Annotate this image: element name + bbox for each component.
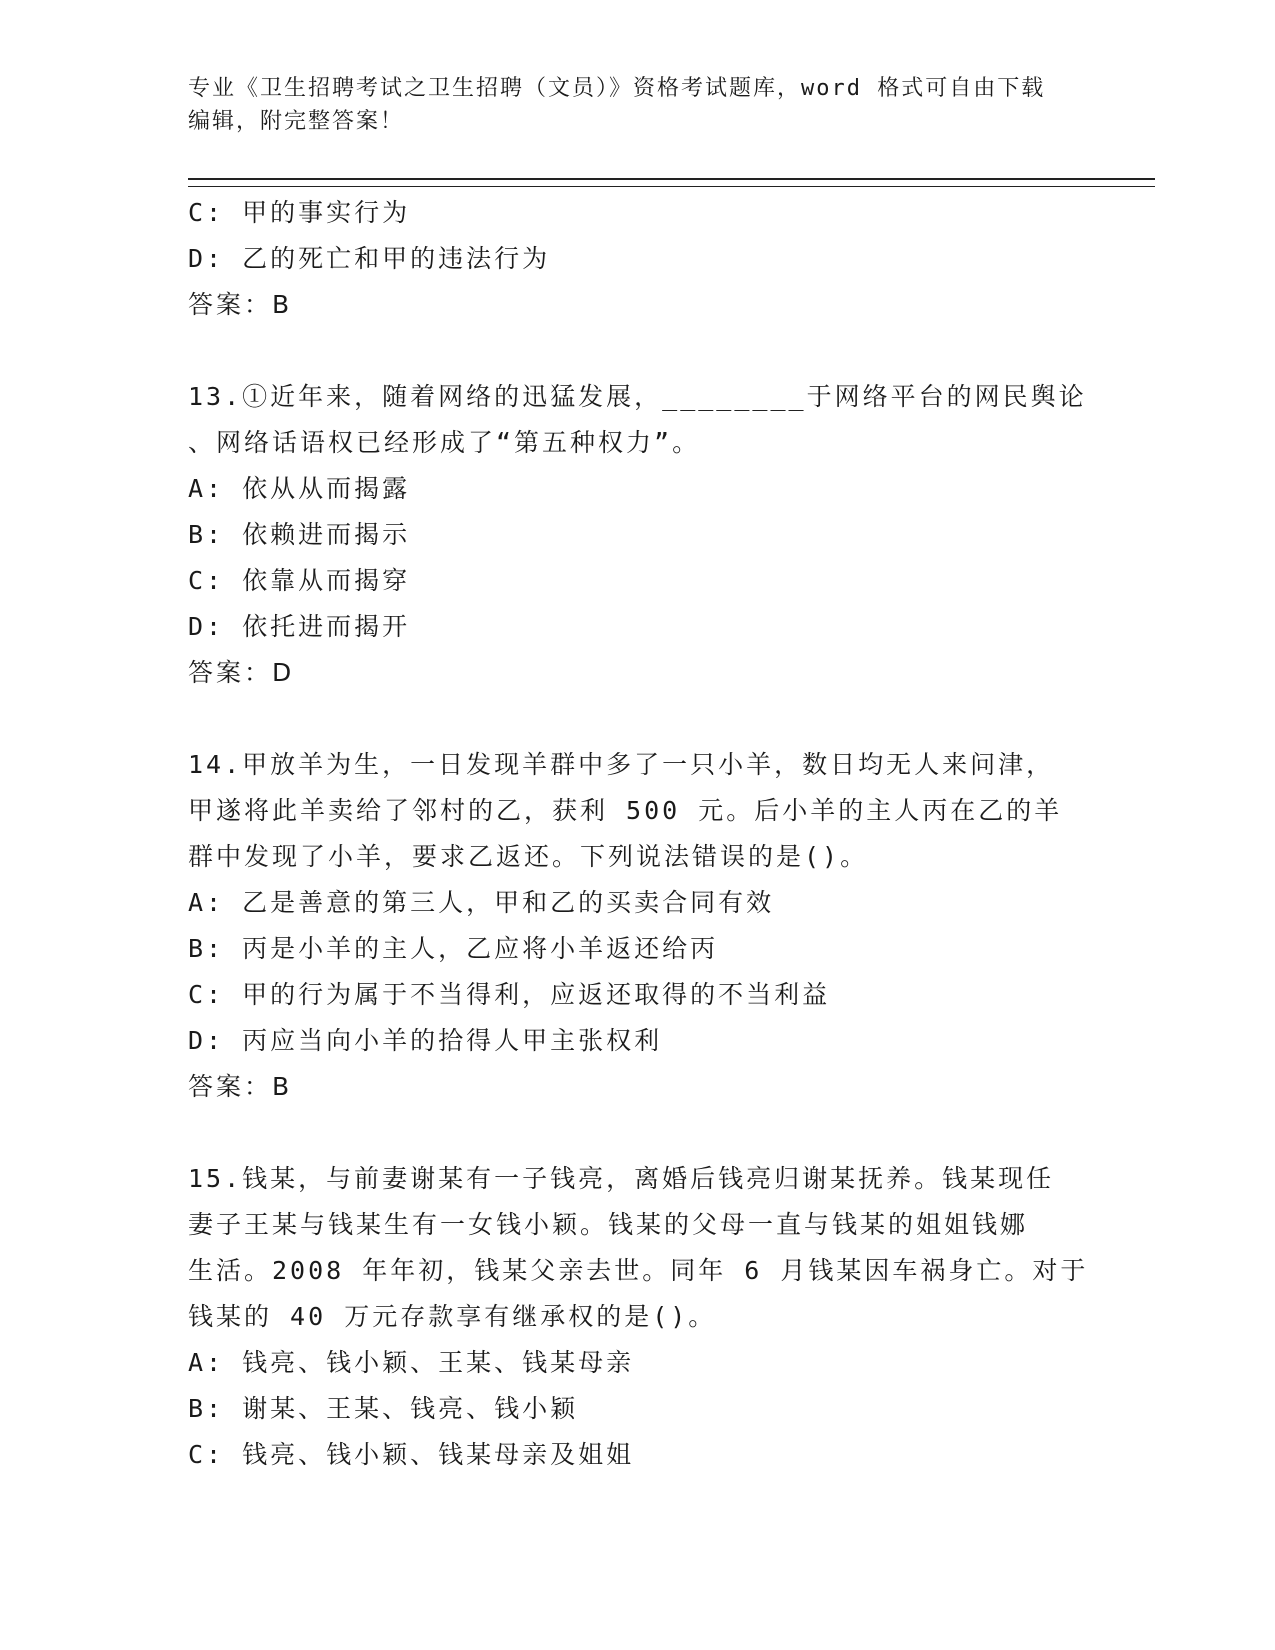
option-c: C: 甲的事实行为 — [188, 198, 411, 227]
page-header — [188, 72, 1088, 138]
answer: 答案：B — [188, 290, 293, 319]
option-c: C: 依靠从而揭穿 — [188, 566, 411, 595]
option-a: A: 依从从而揭露 — [188, 474, 411, 503]
question-stem: 钱某的 40 万元存款享有继承权的是()。 — [188, 1302, 717, 1331]
header-line-1: 专业《卫生招聘考试之卫生招聘（文员）》资格考试题库，word 格式可自由下载 — [188, 76, 1046, 101]
header-line-2: 编辑，附完整答案！ — [188, 109, 405, 134]
option-a: A: 钱亮、钱小颖、王某、钱某母亲 — [188, 1348, 635, 1377]
question-stem: 生活。2008 年年初，钱某父亲去世。同年 6 月钱某因车祸身亡。对于 — [188, 1256, 1089, 1285]
question-stem: 甲遂将此羊卖给了邻村的乙，获利 500 元。后小羊的主人丙在乙的羊 — [188, 796, 1063, 825]
option-d: D: 依托进而揭开 — [188, 612, 411, 641]
document-body — [188, 190, 1088, 1478]
option-d: D: 丙应当向小羊的拾得人甲主张权利 — [188, 1026, 663, 1055]
spacer — [188, 328, 1088, 374]
option-d: D: 乙的死亡和甲的违法行为 — [188, 244, 551, 273]
option-b: B: 谢某、王某、钱亮、钱小颖 — [188, 1394, 579, 1423]
question-stem: 、网络话语权已经形成了“第五种权力”。 — [188, 428, 701, 457]
spacer — [188, 1110, 1088, 1156]
question-stem: 14.甲放羊为生，一日发现羊群中多了一只小羊，数日均无人来问津， — [188, 750, 1055, 779]
question-stem: 13.①近年来，随着网络的迅猛发展，________于网络平台的网民舆论 — [188, 382, 1087, 411]
spacer — [188, 696, 1088, 742]
answer: 答案：D — [188, 658, 295, 687]
question-stem: 群中发现了小羊，要求乙返还。下列说法错误的是()。 — [188, 842, 869, 871]
option-b: B: 丙是小羊的主人，乙应将小羊返还给丙 — [188, 934, 719, 963]
question-stem: 15.钱某，与前妻谢某有一子钱亮，离婚后钱亮归谢某抚养。钱某现任 — [188, 1164, 1055, 1193]
question-13 — [188, 374, 1088, 696]
question-12-continued — [188, 190, 1088, 328]
question-14 — [188, 742, 1088, 1110]
option-c: C: 钱亮、钱小颖、钱某母亲及姐姐 — [188, 1440, 635, 1469]
option-b: B: 依赖进而揭示 — [188, 520, 411, 549]
answer: 答案：B — [188, 1072, 293, 1101]
option-c: C: 甲的行为属于不当得利，应返还取得的不当利益 — [188, 980, 831, 1009]
option-a: A: 乙是善意的第三人，甲和乙的买卖合同有效 — [188, 888, 775, 917]
question-15 — [188, 1156, 1088, 1478]
question-stem: 妻子王某与钱某生有一女钱小颖。钱某的父母一直与钱某的姐姐钱娜 — [188, 1210, 1029, 1239]
header-divider — [188, 178, 1155, 187]
